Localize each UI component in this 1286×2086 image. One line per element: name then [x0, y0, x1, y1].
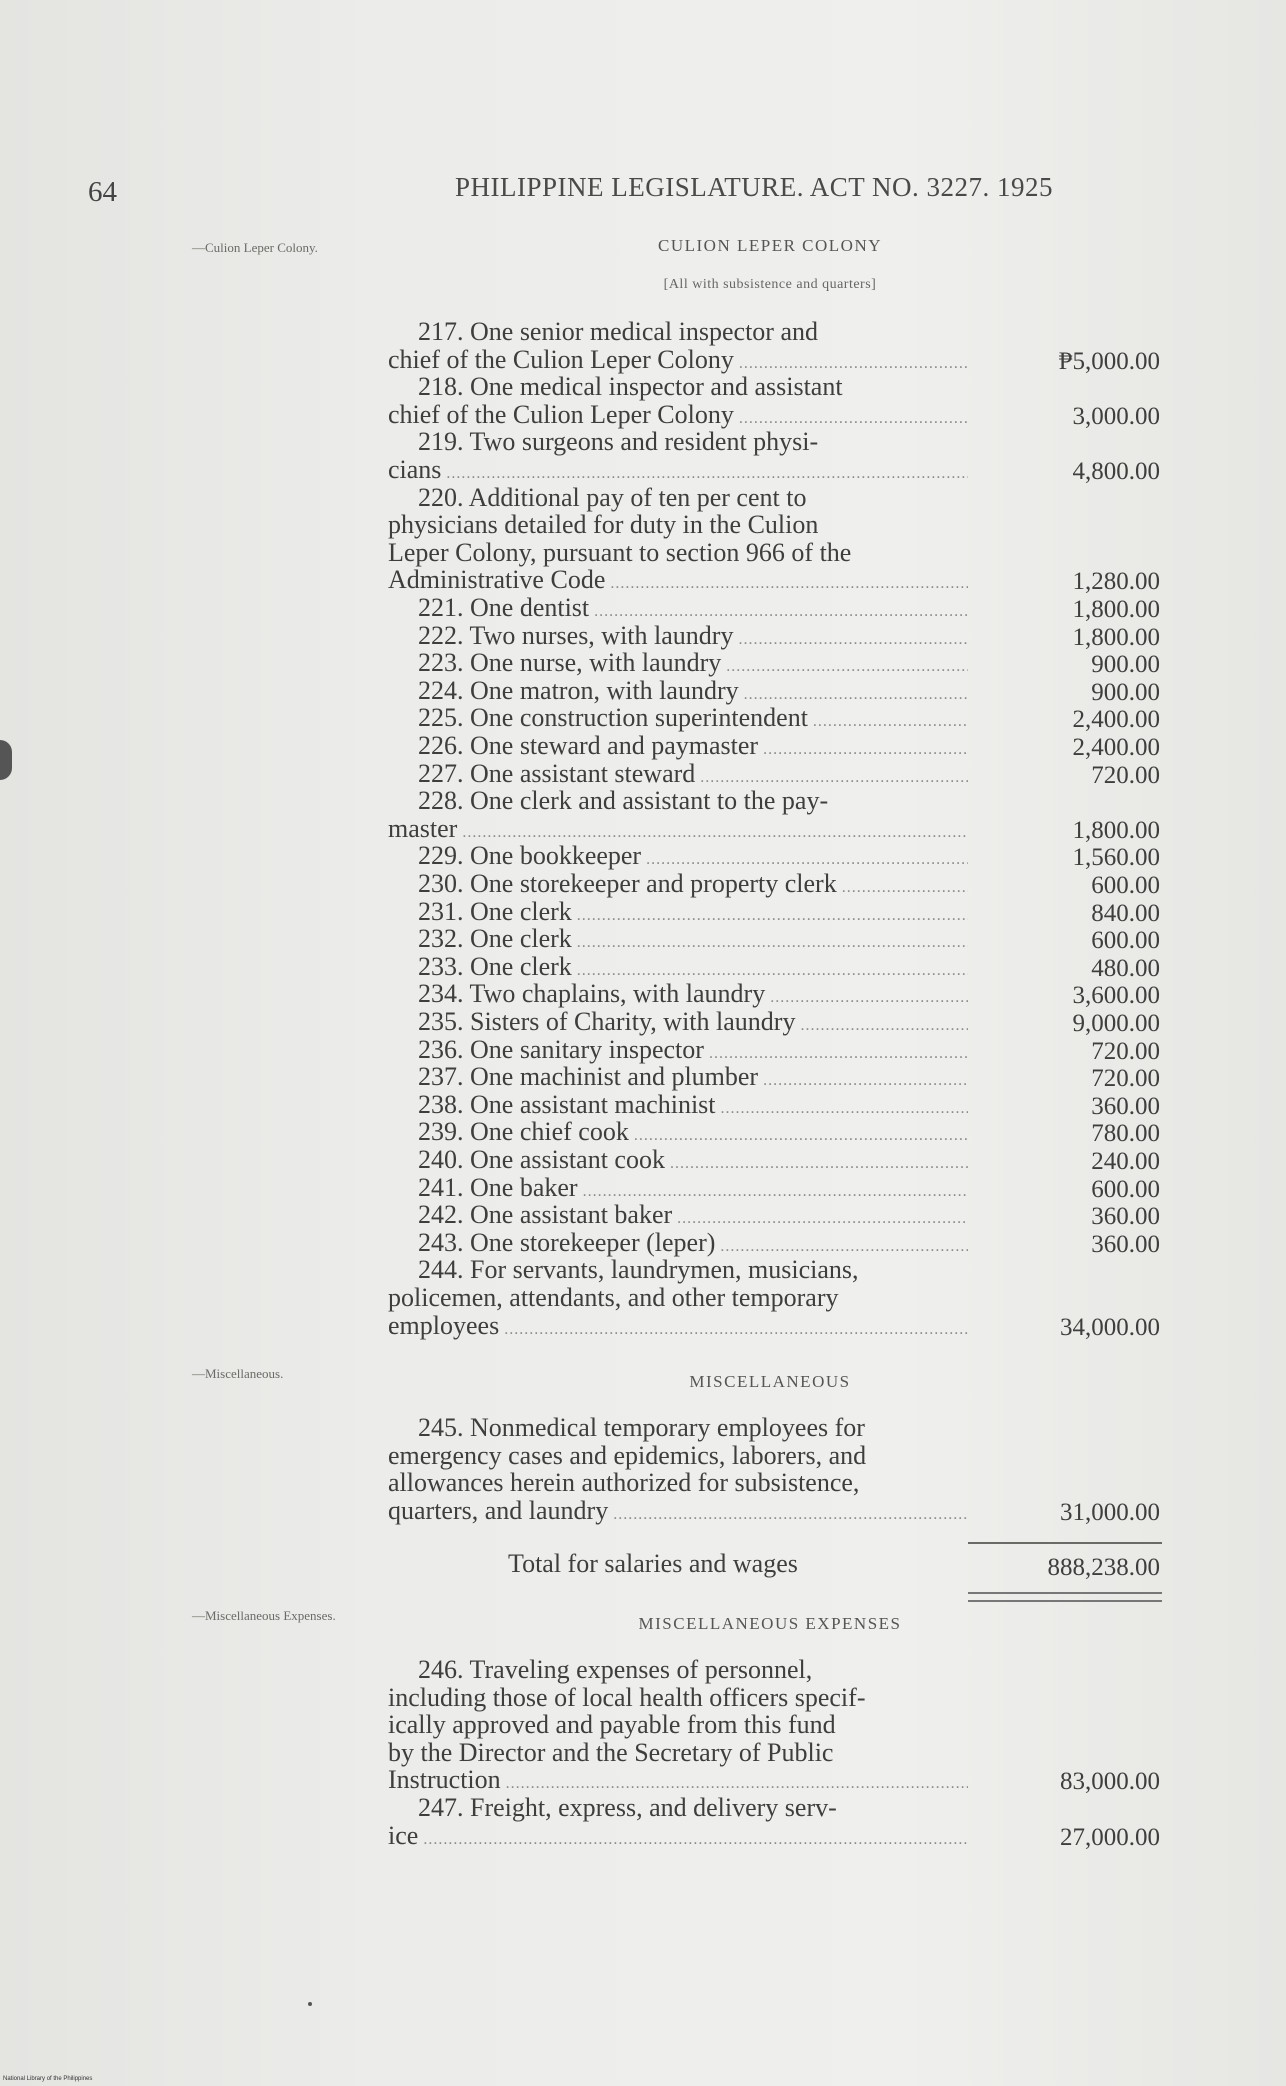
item-245-amount: 31,000.00	[1060, 1498, 1160, 1526]
item-217-line: 217. One senior medical inspector and	[418, 317, 818, 346]
item-236-amount: 720.00	[1091, 1037, 1160, 1065]
item-239-line: 239. One chief cook .....	[388, 1118, 968, 1150]
scan-dot	[308, 2002, 312, 2006]
item-229-line: 229. One bookkeeper .....	[388, 842, 968, 874]
item-242-line: 242. One assistant baker .....	[388, 1201, 968, 1233]
item-226-line: 226. One steward and paymaster .....	[388, 732, 968, 764]
item-244-line: policemen, attendants, and other temporary	[388, 1283, 839, 1312]
total-double-rule	[968, 1592, 1162, 1602]
item-220-line: 220. Additional pay of ten per cent to	[418, 482, 807, 512]
item-219-line: cians .....	[388, 456, 968, 488]
item-241-amount: 600.00	[1091, 1175, 1160, 1203]
item-233-amount: 480.00	[1091, 954, 1160, 982]
item-240-amount: 240.00	[1091, 1148, 1160, 1175]
item-230-line: 230. One storekeeper and property clerk .....	[388, 870, 968, 902]
item-219-amount: 4,800.00	[1072, 458, 1160, 485]
item-244-amount: 34,000.00	[1060, 1313, 1160, 1341]
item-219-line: 219. Two surgeons and resident physi-	[418, 427, 819, 457]
item-222-amount: 1,800.00	[1072, 623, 1160, 651]
item-226-amount: 2,400.00	[1072, 734, 1160, 761]
item-246-line: by the Director and the Secretary of Public	[388, 1737, 834, 1767]
item-238-line: 238. One assistant machinist .....	[388, 1091, 968, 1123]
item-224-line: 224. One matron, with laundry .....	[388, 677, 968, 709]
item-225-line: 225. One construction superintendent .....	[388, 704, 968, 736]
item-235-amount: 9,000.00	[1072, 1010, 1160, 1037]
item-245-line: allowances herein authorized for subsistence,	[388, 1468, 860, 1498]
item-217-line: chief of the Culion Leper Colony .....	[388, 346, 968, 378]
item-223-line: 223. One nurse, with laundry .....	[388, 649, 968, 681]
item-221-line: 221. One dentist .....	[388, 594, 968, 626]
item-234-amount: 3,600.00	[1072, 982, 1160, 1010]
item-217-amount: ₱5,000.00	[1058, 347, 1160, 375]
item-230-amount: 600.00	[1091, 872, 1160, 899]
item-225-amount: 2,400.00	[1072, 706, 1160, 734]
item-240-line: 240. One assistant cook .....	[388, 1146, 968, 1178]
item-237-amount: 720.00	[1091, 1065, 1160, 1093]
section-subtitle-culion: [All with subsistence and quarters]	[663, 277, 877, 292]
item-228-line: 228. One clerk and assistant to the pay-	[418, 786, 829, 816]
item-224-amount: 900.00	[1091, 678, 1160, 706]
item-221-amount: 1,800.00	[1072, 596, 1160, 623]
footer-credit: National Library of the Philippines	[3, 2076, 93, 2082]
margin-note-misc-expenses: —Miscellaneous Expenses.	[192, 1608, 336, 1623]
item-246-line: 246. Traveling expenses of personnel,	[418, 1655, 813, 1684]
item-220-line: Administrative Code .....	[388, 566, 968, 598]
item-239-amount: 780.00	[1091, 1120, 1160, 1148]
item-227-amount: 720.00	[1091, 761, 1160, 789]
item-218-line: chief of the Culion Leper Colony .....	[388, 401, 968, 433]
item-220-line: Leper Colony, pursuant to section 966 of the	[388, 537, 852, 567]
item-236-line: 236. One sanitary inspector .....	[388, 1036, 968, 1068]
item-220-amount: 1,280.00	[1072, 568, 1160, 596]
item-231-amount: 840.00	[1091, 899, 1160, 927]
item-245-line: emergency cases and epidemics, laborers, and	[388, 1440, 867, 1470]
item-246-line: Instruction .....	[388, 1766, 968, 1798]
item-223-amount: 900.00	[1091, 651, 1160, 679]
item-243-amount: 360.00	[1091, 1230, 1160, 1258]
section-title-misc-expenses: MISCELLANEOUS EXPENSES	[638, 1614, 902, 1633]
item-245-line: 245. Nonmedical temporary employees for	[418, 1413, 865, 1442]
item-220-line: physicians detailed for duty in the Culion	[388, 510, 819, 540]
item-238-amount: 360.00	[1091, 1092, 1160, 1120]
item-229-amount: 1,560.00	[1072, 844, 1160, 872]
item-242-amount: 360.00	[1091, 1203, 1160, 1231]
item-232-line: 232. One clerk .....	[388, 925, 968, 957]
item-246-line: ically approved and payable from this fund	[388, 1710, 836, 1740]
item-246-amount: 83,000.00	[1060, 1768, 1160, 1796]
item-234-line: 234. Two chaplains, with laundry .....	[388, 980, 968, 1012]
item-228-amount: 1,800.00	[1072, 816, 1160, 844]
total-amount: 888,238.00	[1047, 1554, 1160, 1581]
running-head: PHILIPPINE LEGISLATURE. ACT NO. 3227. 1925	[455, 172, 1054, 202]
item-247-amount: 27,000.00	[1060, 1823, 1160, 1851]
page-number: 64	[88, 176, 117, 208]
item-247-line: ice .....	[388, 1822, 968, 1854]
item-232-amount: 600.00	[1091, 927, 1160, 955]
item-245-line: quarters, and laundry .....	[388, 1497, 968, 1529]
scan-edge-mark	[0, 740, 12, 780]
section-title-culion: CULION LEPER COLONY	[658, 236, 882, 255]
item-231-line: 231. One clerk .....	[388, 898, 968, 930]
margin-note-misc: —Miscellaneous.	[192, 1366, 284, 1381]
margin-note-culion: —Culion Leper Colony.	[192, 240, 318, 255]
item-244-line: employees .....	[388, 1312, 968, 1344]
item-247-line: 247. Freight, express, and delivery serv-	[418, 1793, 837, 1822]
item-222-line: 222. Two nurses, with laundry .....	[388, 622, 968, 654]
item-243-line: 243. One storekeeper (leper) .....	[388, 1229, 968, 1261]
total-rule	[968, 1542, 1162, 1544]
item-241-line: 241. One baker .....	[388, 1174, 968, 1206]
item-235-line: 235. Sisters of Charity, with laundry .....	[388, 1008, 968, 1040]
section-title-misc: MISCELLANEOUS	[689, 1372, 851, 1391]
item-246-line: including those of local health officers specif-	[388, 1682, 866, 1712]
item-218-amount: 3,000.00	[1072, 402, 1160, 430]
item-228-line: master .....	[388, 815, 968, 847]
item-227-line: 227. One assistant steward .....	[388, 760, 968, 792]
item-233-line: 233. One clerk .....	[388, 953, 968, 985]
item-237-line: 237. One machinist and plumber .....	[388, 1063, 968, 1095]
item-218-line: 218. One medical inspector and assistant	[418, 372, 843, 402]
total-label: Total for salaries and wages	[508, 1549, 798, 1578]
item-244-line: 244. For servants, laundrymen, musicians,	[418, 1255, 859, 1285]
